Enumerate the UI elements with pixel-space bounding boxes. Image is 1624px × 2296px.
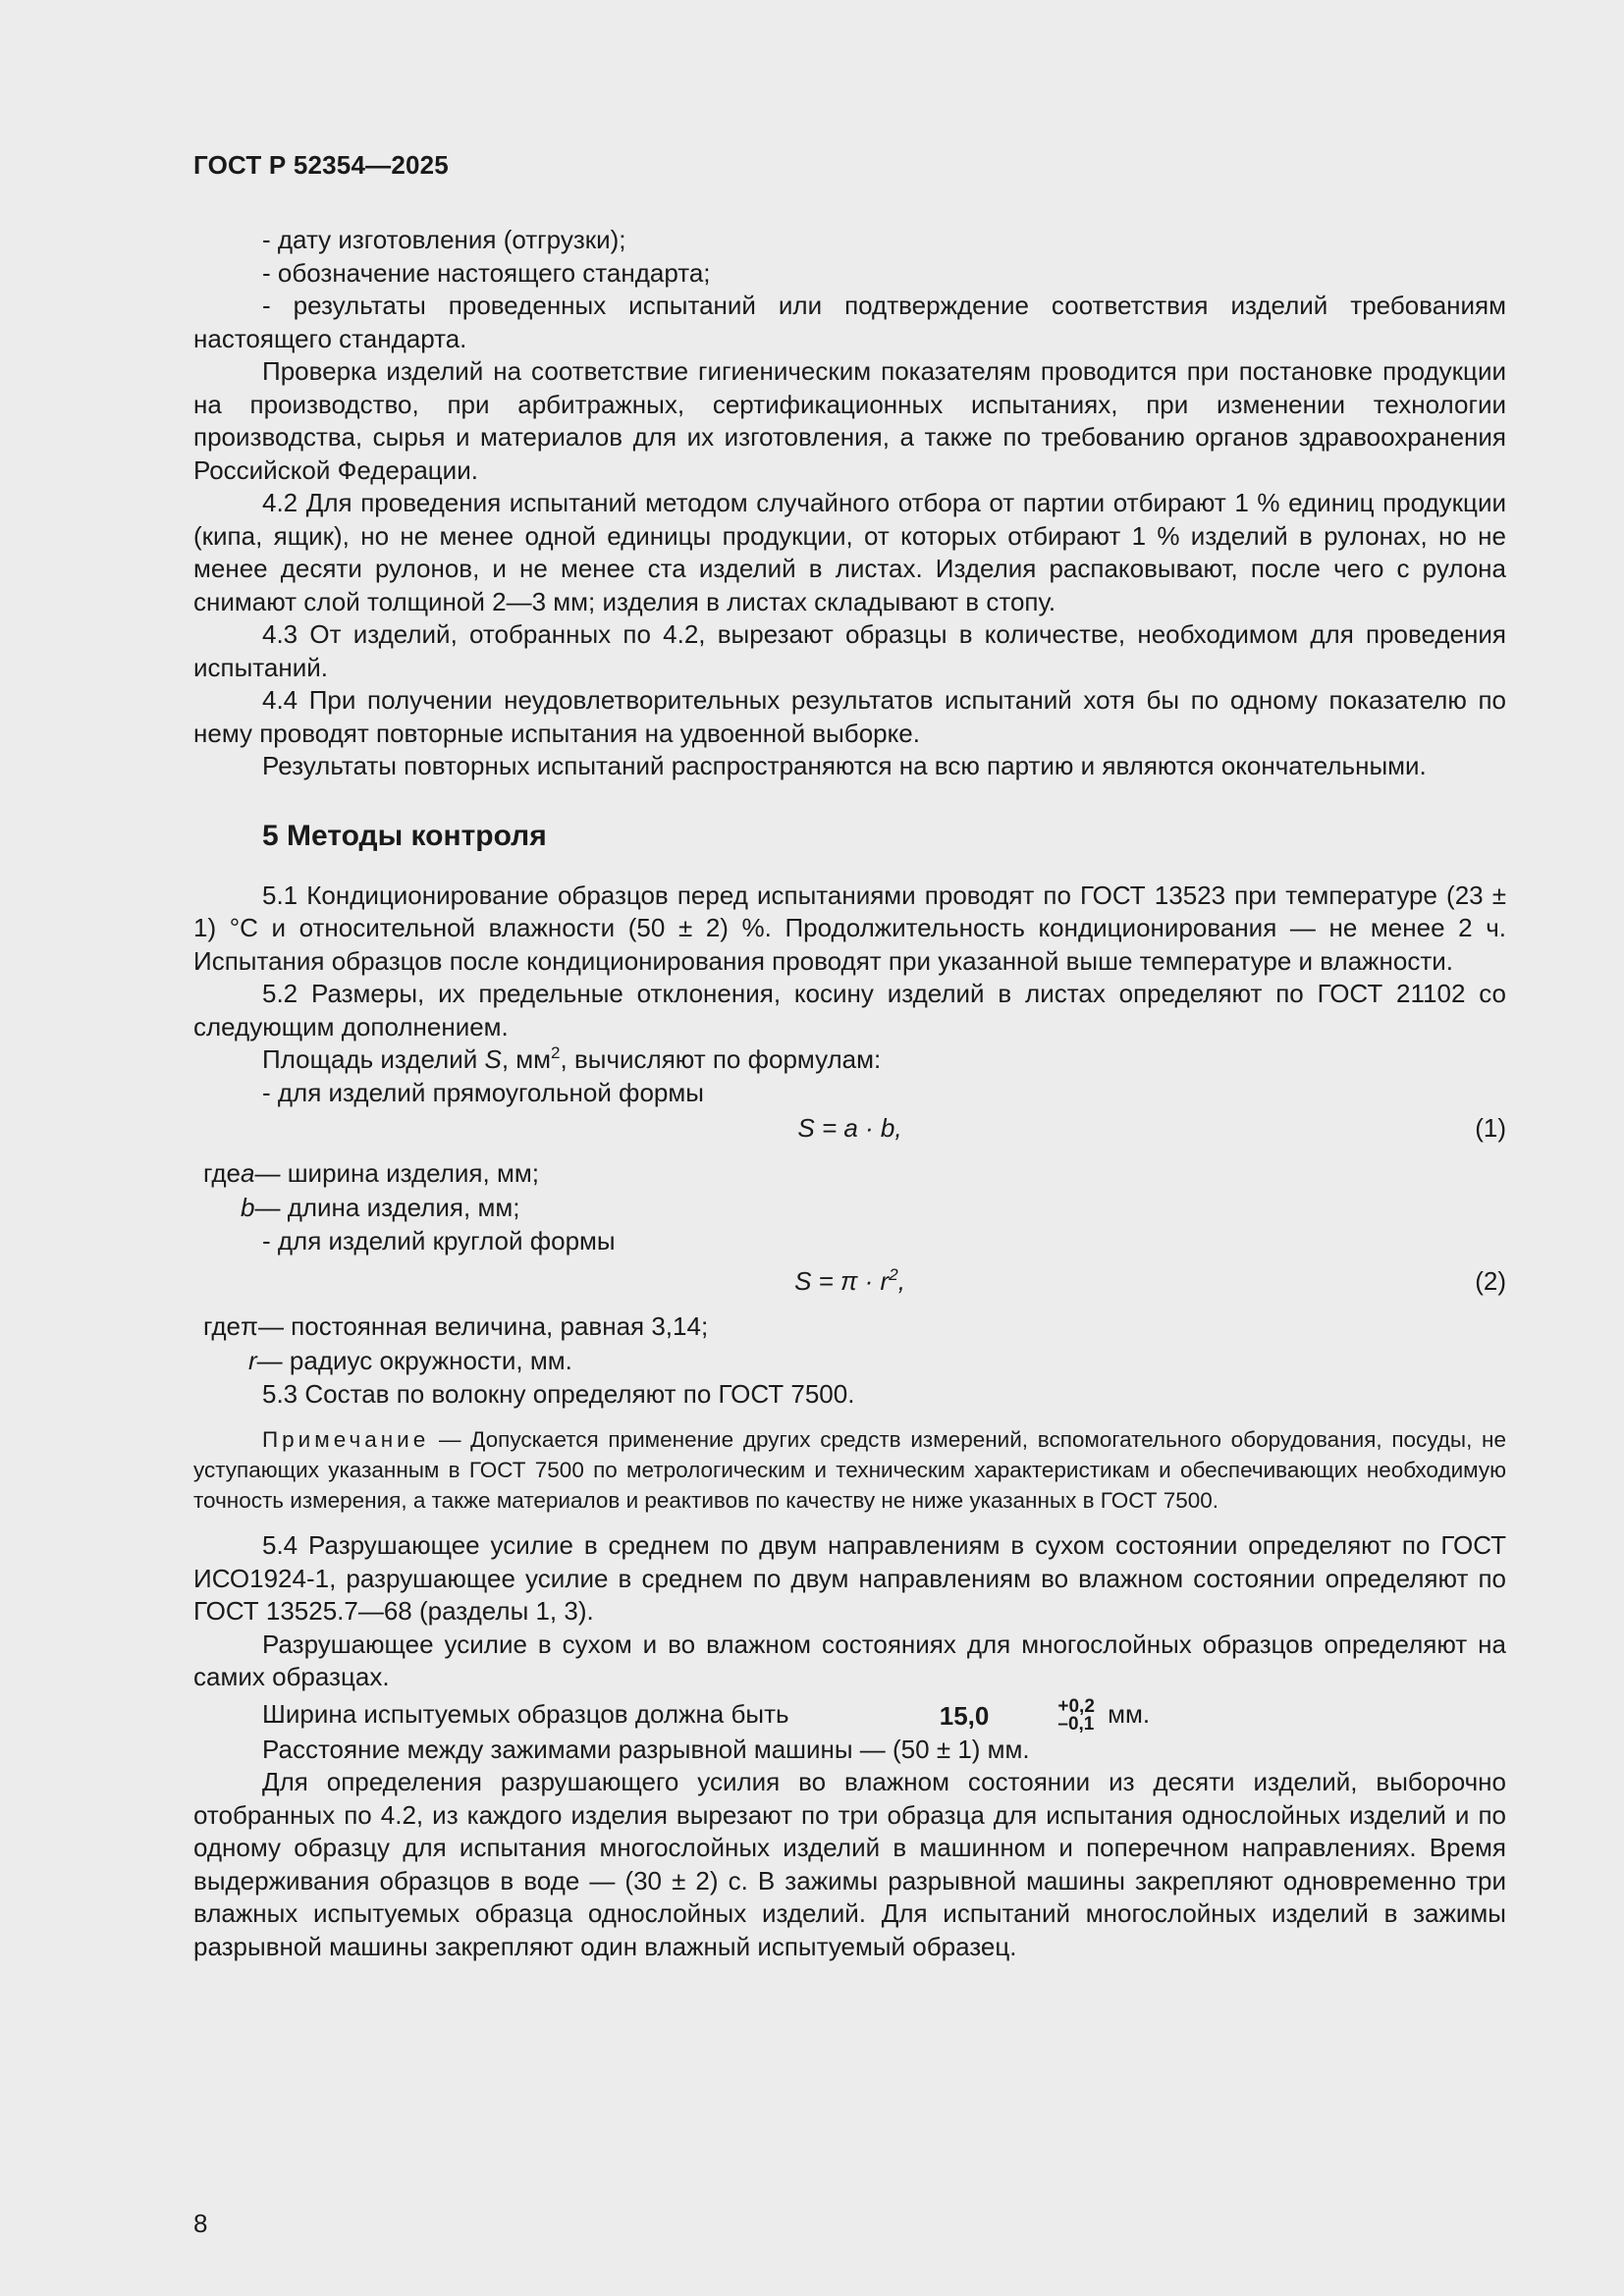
- paragraph-5-4-multilayer: Разрушающее усилие в сухом и во влажном состояниях для многослойных образцов определяют на самих образцах.: [193, 1629, 1506, 1691]
- paragraph-5-3: 5.3 Состав по волокну определяют по ГОСТ 7500.: [262, 1378, 855, 1409]
- paragraph-hygiene: Проверка изделий на соответствие гигиеническим показателям проводится при постановке продукции на производство, при арбитражных, сертификационных испытаниях, при изменении технологии производства, сырья и материалов для их изготовления, а также по требованию органов здравоохранения Российской Федерации.: [193, 356, 1506, 485]
- paragraph-4-4-result: Результаты повторных испытаний распространяются на всю партию и являются окончательными.: [262, 751, 1427, 780]
- note-text: — Допускается применение других средств измерений, вспомогательного оборудования, посуды, не уступающих указанным в ГОСТ 7500 по метрологическим и техническим характеристикам и обеспечивающих необходимую точность измерения, а также материалов и реактивов по качеству не ниже указанных в ГОСТ 7500.: [193, 1427, 1506, 1513]
- paragraph-5-1: 5.1 Кондиционирование образцов перед испытаниями проводят по ГОСТ 13523 при температуре (23 ± 1) °С и относительной влажности (50 ± 2) %. Продолжительность кондиционирования — не менее 2 ч. Испытания образцов после кондиционирования проводят при указанной выше температуре и влажности.: [193, 880, 1506, 976]
- section-5-heading: 5 Методы контроля: [262, 819, 547, 852]
- paragraph-area-intro: Площадь изделий S, $мм^2$, вычисляют по формулам:: [262, 1043, 882, 1074]
- paragraph-4-3: 4.3 От изделий, отобранных по 4.2, вырезают образцы в количестве, необходимом для проведения испытаний.: [193, 619, 1506, 682]
- document-body: [193, 224, 1506, 1963]
- formula-1-legend: [193, 1156, 1506, 1225]
- legend-row: b — длина изделия, мм;: [241, 1193, 520, 1222]
- formula-2-expression: $S = \pi \cdot r^2$,: [794, 1264, 905, 1296]
- legend-row: где π — постоянная величина, равная 3,14;: [203, 1310, 709, 1341]
- paragraph-4-2: 4.2 Для проведения испытаний методом случайного отбора от партии отбирают 1 % единиц продукции (кипа, ящик), но не менее одной единицы продукции, от которых отбирают 1 % изделий в рулонах, но не менее десяти рулонов, и не менее ста изделий в листах. Изделия распаковывают, после чего с рулона снимают слой толщиной 2—3 мм; изделия в листах складывают в стопу.: [193, 488, 1506, 616]
- paragraph-5-4: 5.4 Разрушающее усилие в среднем по двум направлениям в сухом состоянии определяют по ГОСТ ИСО1924-1, разрушающее усилие в среднем по двум направлениям во влажном состоянии определяют по ГОСТ 13525.7—68 (разделы 1, 3).: [193, 1530, 1506, 1626]
- legend-row: r — радиус окружности, мм.: [248, 1345, 572, 1375]
- formula-2-legend: [193, 1309, 1506, 1378]
- formula-2-number: (2): [1475, 1265, 1506, 1296]
- note: [193, 1424, 1506, 1516]
- document-header: ГОСТ Р 52354—2025: [193, 150, 449, 180]
- list-item: - дату изготовления (отгрузки);: [262, 225, 626, 254]
- formula-1-expression: S = a · b,: [797, 1113, 902, 1143]
- list-item: - обозначение настоящего стандарта;: [262, 257, 711, 288]
- note-label: Примечание: [262, 1427, 430, 1452]
- page-number: 8: [193, 2209, 208, 2238]
- list-item-round: - для изделий круглой формы: [262, 1226, 616, 1255]
- formula-1-number: (1): [1475, 1113, 1506, 1143]
- width-tolerance: 15,0 +0,2 –0,1: [939, 1695, 1095, 1735]
- formula-2: [193, 1262, 1506, 1300]
- formula-1: [193, 1109, 1506, 1147]
- paragraph-wet-test: Для определения разрушающего усилия во влажном состоянии из десяти изделий, выборочно отобранных по 4.2, из каждого изделия вырезают по три образца для испытания однослойных изделий и по одному образцу для испытания многослойных изделий в машинном и поперечном направлениях. Время выдерживания образцов в воде — (30 ± 2) с. В зажимы разрывной машины закрепляют одновременно три влажных испытуемых образца однослойных изделий. Для испытаний многослойных изделий в зажимы разрывной машины закрепляют один влажный испытуемый образец.: [193, 1767, 1506, 1961]
- paragraph-sample-width: Ширина испытуемых образцов должна быть 15,0 +0,2 –0,1 мм.: [262, 1695, 1151, 1735]
- paragraph-5-2: 5.2 Размеры, их предельные отклонения, косину изделий в листах определяют по ГОСТ 21102 со следующим дополнением.: [193, 979, 1506, 1041]
- list-item-rect: - для изделий прямоугольной формы: [262, 1077, 704, 1107]
- paragraph-clamps: Расстояние между зажимами разрывной машины — (50 ± 1) мм.: [262, 1734, 1030, 1764]
- paragraph-4-4: 4.4 При получении неудовлетворительных результатов испытаний хотя бы по одному показателю по нему проводят повторные испытания на удвоенной выборке.: [193, 685, 1506, 748]
- document-page: [193, 147, 1506, 2268]
- list-item: - результаты проведенных испытаний или подтверждение соответствия изделий требованиям настоящего стандарта.: [193, 291, 1506, 353]
- legend-row: где a — ширина изделия, мм;: [203, 1158, 539, 1188]
